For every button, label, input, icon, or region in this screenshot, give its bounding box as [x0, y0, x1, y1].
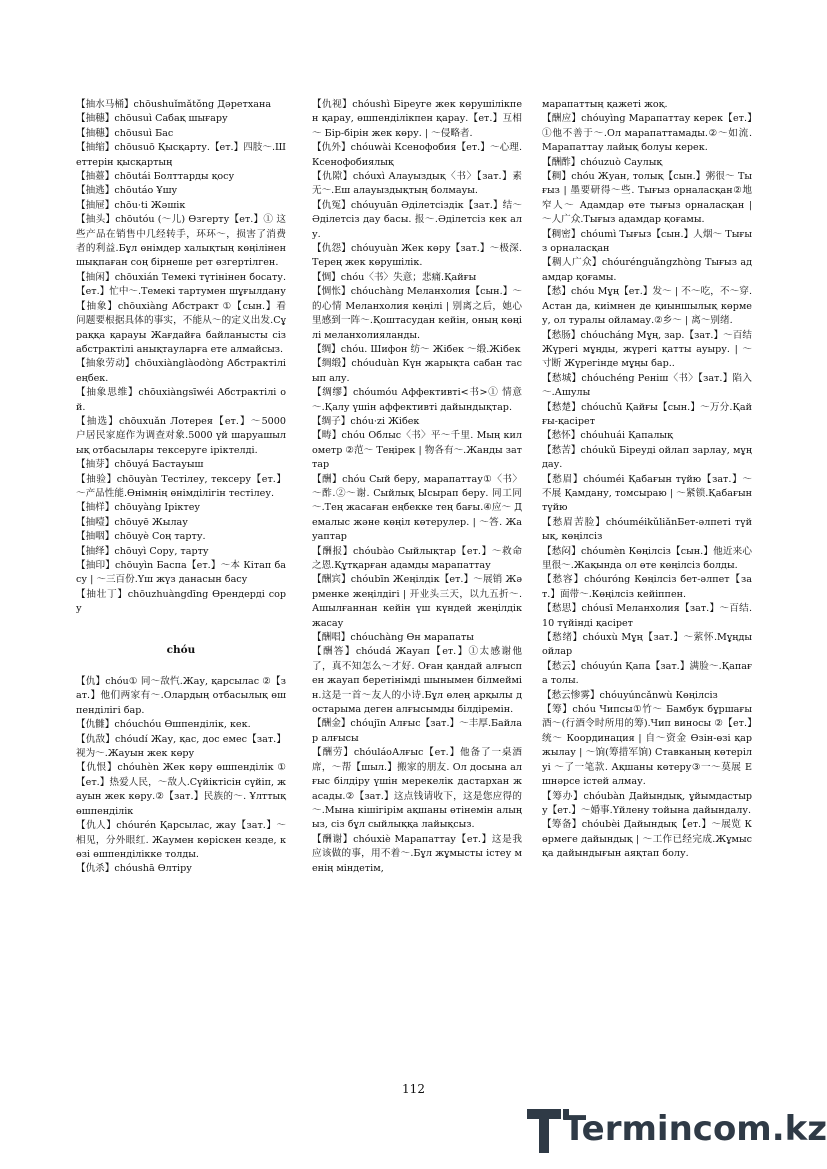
dictionary-entry: 【筹】chóu Чипсы①竹～ Бамбук бұршағы 酒～(行酒令时所用的筹).Чип виносы ②【ет.】统～ Координация | 自～资金 Өзін-өзі қаржылау | ～饷(筹措军饷) Ставканың көтерілуі ～了一笔款. Ақшаны көтеру③一～莫展 Ешнәрсе істей алмау. — [542, 704, 752, 788]
dictionary-entry: 【愁绪】chóuxù Мұң【зат.】～萦怀.Мұңды ойлар — [542, 632, 752, 658]
dictionary-entry: 【抽象劳动】chōuxiànglàodòng Абстрактілі еңбек. — [76, 358, 286, 384]
dictionary-entry: 【酬酢】chóuzuò Саулық — [542, 156, 663, 168]
dictionary-entry: 【抽验】chōuyàn Тестілеу, тексеру【ет.】～产品性能.Өнімнің өнімділігін тестілеу. — [76, 473, 286, 499]
dictionary-entry: 【酬应】chóuyìng Марапаттау керек【ет.】①他不善于～.Ол марапаттамады.②～如流.Марапаттау лайық болуы керек. — [542, 113, 752, 154]
dictionary-entry: 【抽印】chōuyìn Баспа【ет.】～本 Кітап басу | ～三百份.Үш жүз данасын басу — [76, 560, 286, 586]
dictionary-entry: 【愁眉】chóuméi Қабағын түйю【зат.】～不展 Қамдану, томсыраю | ～紧锁.Қабағын түйю — [542, 473, 752, 514]
dictionary-entry: 【仇外】chóuwài Ксенофобия【ет.】～心理.Ксенофобиялық — [312, 142, 522, 168]
dictionary-entry: 【筹备】chóubèi Дайындық【ет.】～展览 Көрмеге дайындық | ～工作已经完成.Жұмысқа дайындығын аяқтап болу. — [542, 819, 752, 860]
dictionary-entry: 【抽闲】chōuxián Темекі түтінінен босату.【ет.】忙中～.Темекі тартумен шұғылдану — [76, 271, 286, 298]
dictionary-column-2 — [312, 98, 522, 876]
dictionary-entry: 【愁肠】chóucháng Мұң, зар.【зат.】～百结 Жүрегі мұңды, жүрегі қатты ауыру. | ～寸断 Жүрегінде мұңы бар.. — [542, 329, 752, 370]
dictionary-entry: 【愁城】chóuchéng Реніш〈书〉【зат.】陷入～.Ашулы — [542, 372, 752, 399]
dictionary-entry: 【抽选】chōuxuǎn Лотерея【ет.】～5000 户居民家庭作为调查对象.5000 үй шаруашылық отбасылары тексеруге іріктелді. — [76, 415, 286, 456]
dictionary-entry: 【仇杀】chóushā Өлтіру — [76, 863, 192, 875]
dictionary-entry: 【抽穗】chōusuì Бас — [76, 127, 174, 139]
dictionary-entry: 【仇】chóu① 同～敌忾.Жау, қарсылас ②【зат.】他们两家有～.Олардың отбасылық өшпенділігі бар. — [76, 676, 286, 716]
dictionary-entry: 【绸子】chóu·zi Жібек — [312, 415, 420, 427]
dictionary-entry: 【稠】chóu Жуан, толық【сын.】粥很～ Тығыз | 墨要研得～些. Тығыз орналасқан②地窄人～ Адамдар өте тығыз орналасқан | ～人广众.Тығыз адамдар қоғамы. — [542, 171, 752, 226]
dictionary-entry: 【筹办】chóubàn Дайындық, ұйымдастыру【ет.】～婚事.Үйлену тойына дайындалу. — [542, 790, 752, 816]
dictionary-entry: 【绸缎】chóuduàn Күн жарықта сабан тасып алу. — [312, 358, 522, 384]
dictionary-entry: 【绸缪】chóumóu Аффективті<书>① 情意～.Қалу үшін аффективті дайындықтар. — [312, 387, 522, 413]
termincom-logo[interactable] — [525, 1101, 827, 1157]
dictionary-entry: 【仇敌】chóudí Жау, қас, дос емес【зат.】视为～.Жауын жек көру — [76, 733, 286, 760]
dictionary-entry: 【抽芽】chōuyá Бастауыш — [76, 459, 204, 471]
dictionary-entry: 【抽逃】chōutáo Ұшу — [76, 185, 178, 197]
dictionary-entry: 【酬唱】chóuchàng Өн марапаты — [312, 632, 474, 644]
dictionary-entry: 【仇冤】chóuyuān Әділетсіздік【зат.】结～ Әділетсіз дау басы. 报～.Әділетсіз кек алу. — [312, 199, 522, 240]
dictionary-entry: 【抽头】chōutóu (～儿) Өзгерту【ет.】① 这些产品在销售中几经转手，环环～，损害了消费者的利益.Бұл өнімдер халықтың көңілінен шықпаған соң бірнеше рет өзгертілген. — [76, 214, 286, 269]
dictionary-entry: 【愁思】chóusī Меланхолия【зат.】～百结.10 түйінді қасірет — [542, 603, 752, 629]
dictionary-entry: 【愁】chóu Мұң【ет.】发～ | 不～吃，不～穿.Астан да, киімнен де қиыншылық көрмеу, ол туралы ойламау.②乡～ | 离～别绪. — [542, 286, 752, 327]
dictionary-entry: 【酬金】chóujīn Алғыс【зат.】～丰厚.Байлар алғысы — [312, 718, 522, 744]
dictionary-entry: 【稠人广众】chóurénguǎngzhòng Тығыз адамдар қоғамы. — [542, 257, 752, 283]
dictionary-entry: 【愁闷】chóumèn Көңілсіз【сын.】他近来心里很～.Жақында ол өте көңілсіз болды. — [542, 545, 752, 571]
logo-text: Termincom.kz — [563, 1109, 827, 1149]
dictionary-entry: 【愁眉苦脸】chóuméikǔliǎnБет-әлпеті түйық, көңілсіз — [542, 516, 752, 543]
dictionary-entry: 【抽绎】chōuyì Сору, тарту — [76, 545, 209, 557]
dictionary-entry: 【抽噎】chōuyē Жылау — [76, 516, 188, 528]
dictionary-entry: 【绸】chóu. Шифон 纺～ Жібек ～缎.Жібек — [312, 343, 521, 355]
dictionary-entry: 【抽穗】chōusuì Сабақ шығару — [76, 113, 228, 125]
dictionary-entry: 【稠密】chóumì Тығыз【сын.】人烟～ Тығыз орналасқан — [542, 228, 752, 255]
dictionary-entry: 【愁怀】chóuhuái Қапалық — [542, 430, 673, 442]
dictionary-entry: 【仇视】chóushì Біреуге жек көрушілікпен қарау, өшпенділікпен қарау.【ет.】互相～ Бір-бірін жек көру. | ～侵略者. — [312, 99, 522, 139]
dictionary-entry: 【惆怅】chóuchàng Меланхолия【сын.】～的心情 Меланхолия көңілі | 别离之后，她心里感到一阵～.Қоштасудан кейін, оның көңілі меланхолияланды. — [312, 286, 522, 341]
dictionary-entry: 【酬劳】chóuláoАлғыс【ет.】他备了一桌酒席，～帮【шыл.】搬家的朋友. Ол досына алғыс білдіру үшін мерекелік дастархан жасады.②【зат.】这点钱请收下，这是您应得的～.Мына кішігірім ақшаны өтінемін алыңыз, сіз бұл сыйлыққа лайықсыз. — [312, 747, 522, 831]
section-heading-chou: chóu — [166, 643, 196, 656]
dictionary-entry: 【仇隙】chóuxì Алауыздық〈书〉【зат.】素无～.Еш алауыздықтың болмауы. — [312, 171, 522, 197]
dictionary-entry: 【愁容】chóuróng Көңілсіз бет-әлпет【зат.】面带～.Көңілсіз кейіппен. — [542, 574, 752, 600]
dictionary-entry: 【酬答】chóudá Жауап【ет.】①太感谢他了，真不知怎么～才好. Оған қандай алғыспен жауап беретінімді шынымен білмеймін.这是一首～友人的小诗.Бұл өлең арқылы достарыма деген алғысымды білдіремін. — [312, 646, 522, 716]
dictionary-column-1 — [76, 98, 286, 877]
dictionary-entry: 【惆】chóu〈书〉失意；悲痛.Қайғы — [312, 271, 477, 283]
dictionary-entry: 【酬报】chóubào Сыйлықтар【ет.】～救命之恩.Құтқарған адамды марапаттау — [312, 545, 522, 571]
dictionary-entry: 【抽屉】chōu·ti Жәшік — [76, 199, 186, 211]
dictionary-entry: 【仇恨】chóuhèn Жек көру өшпенділік ①【ет.】热爱人民，～敌人.Сүйіктісін сүйіп, жауын жек көру.②【зат.】民族的～. Ұлттық өшпенділік — [76, 762, 286, 817]
dictionary-entry: 【抽样】chōuyàng Іріктеу — [76, 502, 201, 514]
dictionary-entry: 【抽壮丁】chōuzhuàngdīng Өрендерді сору — [76, 588, 286, 615]
dictionary-entry: 【抽咽】chōuyè Соң тарту. — [76, 531, 206, 543]
dictionary-entry: 【抽薹】chōutái Болттарды қосу — [76, 171, 235, 183]
dictionary-entry: 【抽象思维】chōuxiàngsīwéi Абстрактілі ой. — [76, 387, 286, 413]
dictionary-entry: 【酬】chóu Сый беру, марапаттау①〈书〉～酢.②～谢. Сыйлық Ысырап беру. 同工同～.Тең жасаған еңбекке тең бағы.④应～ Демалыс және көңіл көтерулер. | ～答. Жауаптар — [312, 473, 522, 543]
dictionary-entry: 【愁楚】chóuchǔ Қайғы【сын.】～万分.Қайғы-қасірет — [542, 401, 752, 427]
dictionary-entry: 【抽水马桶】chōushuǐmǎtǒng Дәретхана — [76, 99, 272, 110]
dictionary-entry: 【愁苦】chóukǔ Біреуді ойлап зарлау, мұңдау. — [542, 444, 752, 471]
dictionary-entry: 【仇雠】chóuchóu Өшпенділік, кек. — [76, 719, 251, 731]
dictionary-entry: 【畴】chóu Облыс〈书〉平～千里. Мың километр ②范～ Теңірек | 物各有～.Жанды заттар — [312, 430, 522, 471]
dictionary-entry: 【酬宾】chóubīn Жеңілдік【ет.】～展销 Жәрменке жеңілдігі | 开业头三天，以九五折～.Ашылғаннан кейін үш күндей жеңілдік жасау — [312, 574, 522, 629]
dictionary-entry: 【愁云】chóuyún Қапа【зат.】满脸～.Қапаға толы. — [542, 660, 752, 687]
dictionary-entry: 【抽缩】chōusuō Қысқарту.【ет.】四肢～.Шеттерін қысқартың — [76, 142, 286, 168]
dictionary-entry: 【酬谢】chóuxiè Марапаттау【ет.】这是我应该做的事，用不着～.Бұл жұмысты істеу менің міндетім, — [312, 833, 522, 874]
dictionary-entry: 【抽象】chōuxiàng Абстракт ①【сын.】看问题要根据具体的事实，不能从～的定义出发.Сұраққа қарауы Жағдайға байланысты сіз абстрактілі анықтауларға ете алмайсыз. — [76, 300, 286, 355]
dictionary-entry: 【愁云惨雾】chóuyúncǎnwù Көңілсіз — [542, 689, 718, 701]
dictionary-entry: 【仇怨】chóuyuàn Жек көру【зат.】～极深.Терең жек көрушілік. — [312, 243, 522, 269]
page-number: 112 — [402, 1082, 425, 1096]
dictionary-entry: марапаттың қажеті жоқ. — [542, 99, 668, 110]
dictionary-column-3 — [542, 98, 752, 862]
dictionary-entry: 【仇人】chóurén Қарсылас, жау【зат.】～相见，分外眼红. Жаумен көріскен кезде, көзі өшпенділікке толды. — [76, 820, 286, 860]
